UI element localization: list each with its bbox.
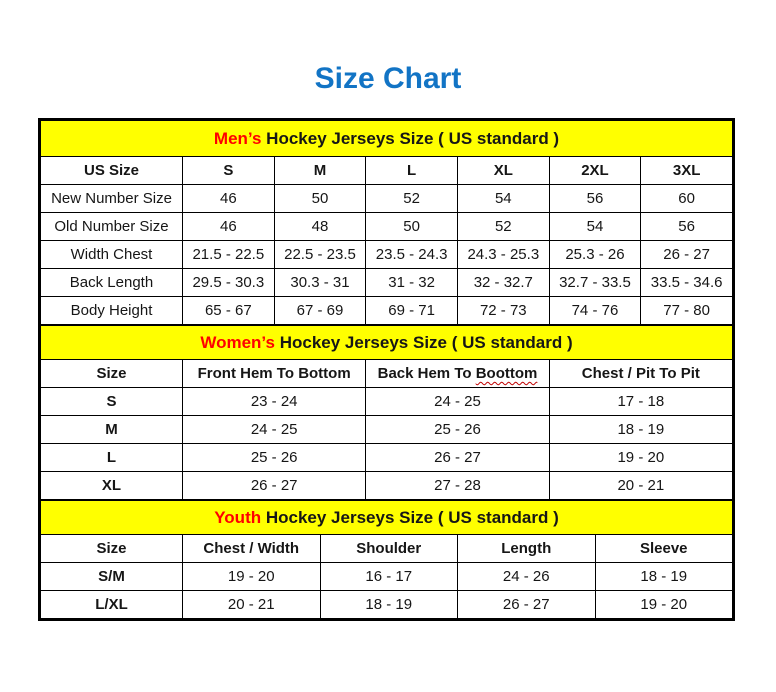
row-label: Width Chest xyxy=(41,241,183,269)
table-row xyxy=(41,297,733,325)
size-value-cell: 46 xyxy=(183,213,275,241)
size-value-cell: 69 - 71 xyxy=(366,297,458,325)
mens-column-header-row xyxy=(41,157,733,185)
row-label: Old Number Size xyxy=(41,213,183,241)
table-row xyxy=(41,185,733,213)
mens-section-heading-row xyxy=(41,121,733,157)
youth-column-header-row xyxy=(41,535,733,563)
page-title: Size Chart xyxy=(314,62,462,95)
size-value-cell: 16 - 17 xyxy=(320,563,458,591)
column-header-text: Back Hem To xyxy=(377,365,476,382)
size-value-cell: 31 - 32 xyxy=(366,269,458,297)
table-row xyxy=(41,444,733,472)
column-header: Length xyxy=(458,535,596,563)
size-value-cell: 18 - 19 xyxy=(320,591,458,619)
table-row xyxy=(41,472,733,500)
youth-section-heading-text: Hockey Jerseys Size ( US standard ) xyxy=(261,507,559,527)
size-value-cell: 24 - 26 xyxy=(458,563,596,591)
column-header: Sleeve xyxy=(595,535,733,563)
row-label: S/M xyxy=(41,563,183,591)
size-value-cell: 27 - 28 xyxy=(366,472,549,500)
size-value-cell: 20 - 21 xyxy=(549,472,732,500)
size-value-cell: 19 - 20 xyxy=(595,591,733,619)
size-value-cell: 24.3 - 25.3 xyxy=(457,241,549,269)
row-label: Body Height xyxy=(41,297,183,325)
table-row xyxy=(41,563,733,591)
mens-section-category: Men’s xyxy=(213,128,262,148)
misspelled-word: Boottom xyxy=(475,365,538,382)
column-header: Size xyxy=(41,360,183,388)
size-value-cell: 54 xyxy=(457,185,549,213)
size-value-cell: 56 xyxy=(549,185,641,213)
size-value-cell: 52 xyxy=(366,185,458,213)
table-row xyxy=(41,591,733,619)
size-value-cell: 74 - 76 xyxy=(549,297,641,325)
row-label: L xyxy=(41,444,183,472)
size-value-cell: 32 - 32.7 xyxy=(457,269,549,297)
column-header: 2XL xyxy=(549,157,641,185)
column-header: Chest / Width xyxy=(183,535,321,563)
size-value-cell: 30.3 - 31 xyxy=(274,269,366,297)
size-value-cell: 29.5 - 30.3 xyxy=(183,269,275,297)
mens-section-heading-text: Hockey Jerseys Size ( US standard ) xyxy=(261,128,560,148)
youth-size-table xyxy=(40,500,733,619)
column-header: 3XL xyxy=(641,157,733,185)
size-value-cell: 67 - 69 xyxy=(274,297,366,325)
size-value-cell: 23 - 24 xyxy=(183,388,366,416)
youth-section-category: Youth xyxy=(214,507,262,527)
size-value-cell: 22.5 - 23.5 xyxy=(274,241,366,269)
womens-section-heading-row xyxy=(41,326,733,360)
table-row xyxy=(41,416,733,444)
size-value-cell: 26 - 27 xyxy=(641,241,733,269)
size-value-cell: 56 xyxy=(641,213,733,241)
womens-section-category: Women’s xyxy=(200,332,275,352)
size-value-cell: 50 xyxy=(274,185,366,213)
row-label: M xyxy=(41,416,183,444)
size-value-cell: 18 - 19 xyxy=(595,563,733,591)
row-label: XL xyxy=(41,472,183,500)
row-label: L/XL xyxy=(41,591,183,619)
column-header: XL xyxy=(457,157,549,185)
column-header: L xyxy=(366,157,458,185)
size-value-cell: 24 - 25 xyxy=(183,416,366,444)
column-header: Front Hem To Bottom xyxy=(183,360,366,388)
size-value-cell: 25 - 26 xyxy=(183,444,366,472)
size-value-cell: 65 - 67 xyxy=(183,297,275,325)
size-value-cell: 52 xyxy=(457,213,549,241)
column-header: Size xyxy=(41,535,183,563)
row-label: Back Length xyxy=(41,269,183,297)
size-value-cell: 25 - 26 xyxy=(366,416,549,444)
size-value-cell: 72 - 73 xyxy=(457,297,549,325)
size-value-cell: 21.5 - 22.5 xyxy=(183,241,275,269)
size-value-cell: 46 xyxy=(183,185,275,213)
mens-section-heading xyxy=(41,121,733,157)
size-value-cell: 33.5 - 34.6 xyxy=(641,269,733,297)
size-value-cell: 23.5 - 24.3 xyxy=(366,241,458,269)
size-value-cell: 26 - 27 xyxy=(366,444,549,472)
column-header: Shoulder xyxy=(320,535,458,563)
column-header xyxy=(366,360,549,388)
size-value-cell: 20 - 21 xyxy=(183,591,321,619)
table-row xyxy=(41,388,733,416)
size-value-cell: 60 xyxy=(641,185,733,213)
size-value-cell: 24 - 25 xyxy=(366,388,549,416)
youth-section-heading xyxy=(41,501,733,535)
size-value-cell: 19 - 20 xyxy=(549,444,732,472)
column-header: S xyxy=(183,157,275,185)
size-value-cell: 19 - 20 xyxy=(183,563,321,591)
size-value-cell: 26 - 27 xyxy=(183,472,366,500)
size-value-cell: 25.3 - 26 xyxy=(549,241,641,269)
size-value-cell: 17 - 18 xyxy=(549,388,732,416)
size-value-cell: 77 - 80 xyxy=(641,297,733,325)
column-header: M xyxy=(274,157,366,185)
mens-size-table xyxy=(40,120,733,325)
youth-section-heading-row xyxy=(41,501,733,535)
size-value-cell: 18 - 19 xyxy=(549,416,732,444)
size-value-cell: 32.7 - 33.5 xyxy=(549,269,641,297)
table-row xyxy=(41,269,733,297)
size-value-cell: 48 xyxy=(274,213,366,241)
column-header: US Size xyxy=(41,157,183,185)
womens-section-heading-text: Hockey Jerseys Size ( US standard ) xyxy=(274,332,573,352)
table-row xyxy=(41,213,733,241)
womens-size-table xyxy=(40,325,733,500)
size-value-cell: 26 - 27 xyxy=(458,591,596,619)
womens-section-heading xyxy=(41,326,733,360)
size-chart-container xyxy=(38,118,735,621)
row-label: S xyxy=(41,388,183,416)
size-value-cell: 54 xyxy=(549,213,641,241)
size-value-cell: 50 xyxy=(366,213,458,241)
column-header: Chest / Pit To Pit xyxy=(549,360,732,388)
row-label: New Number Size xyxy=(41,185,183,213)
womens-column-header-row xyxy=(41,360,733,388)
table-row xyxy=(41,241,733,269)
